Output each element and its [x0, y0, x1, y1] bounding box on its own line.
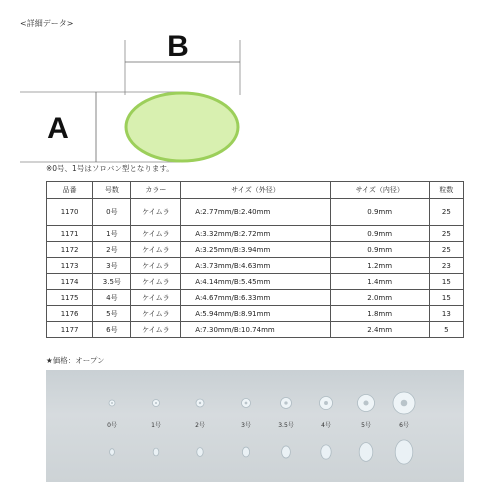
label-a: A: [47, 112, 69, 145]
bead-size-label: 6号: [399, 422, 409, 429]
bead-hole-7: [401, 400, 408, 407]
table-row: [47, 274, 464, 290]
table-row: [47, 258, 464, 274]
cell-color: ケイムラ: [131, 199, 181, 226]
spec-table-body: [47, 199, 464, 338]
cell-size-number: 6号: [93, 322, 131, 338]
bead-shape-ellipse: [126, 93, 238, 161]
cell-outer-size: A:5.94mm/B:8.91mm: [181, 306, 330, 322]
bead-size-label: 5号: [361, 422, 371, 429]
cell-inner-size: 0.9mm: [330, 226, 429, 242]
bead-side-0: [110, 449, 115, 456]
cell-outer-size: A:3.73mm/B:4.63mm: [181, 258, 330, 274]
bead-side-2: [197, 448, 203, 457]
table-row: [47, 322, 464, 338]
cell-inner-size: 2.0mm: [330, 290, 429, 306]
cell-count: 15: [429, 290, 463, 306]
header-color: カラー: [131, 182, 181, 199]
bead-side-7: [395, 440, 413, 464]
cell-color: ケイムラ: [131, 274, 181, 290]
cell-color: ケイムラ: [131, 242, 181, 258]
cell-inner-size: 0.9mm: [330, 242, 429, 258]
spec-table: [46, 181, 464, 338]
cell-product-number: 1174: [47, 274, 93, 290]
cell-product-number: 1176: [47, 306, 93, 322]
cell-color: ケイムラ: [131, 322, 181, 338]
beads-illustration: [46, 370, 464, 482]
bead-size-label: 0号: [107, 422, 117, 429]
shape-note: ※0号、1号はソロバン型となります。: [46, 164, 174, 173]
cell-size-number: 3.5号: [93, 274, 131, 290]
cell-product-number: 1173: [47, 258, 93, 274]
cell-outer-size: A:2.77mm/B:2.40mm: [181, 199, 330, 226]
cell-color: ケイムラ: [131, 290, 181, 306]
bead-hole-2: [199, 402, 201, 404]
cell-product-number: 1171: [47, 226, 93, 242]
cell-outer-size: A:3.32mm/B:2.72mm: [181, 226, 330, 242]
cell-count: 5: [429, 322, 463, 338]
bead-size-label: 3.5号: [278, 422, 294, 429]
cell-inner-size: 1.8mm: [330, 306, 429, 322]
bead-side-5: [321, 445, 331, 459]
cell-color: ケイムラ: [131, 306, 181, 322]
cell-inner-size: 0.9mm: [330, 199, 429, 226]
bead-hole-0: [111, 402, 113, 404]
table-row: [47, 199, 464, 226]
bead-hole-1: [155, 402, 157, 404]
cell-count: 25: [429, 199, 463, 226]
cell-outer-size: A:3.25mm/B:3.94mm: [181, 242, 330, 258]
cell-product-number: 1172: [47, 242, 93, 258]
table-header-row: [47, 182, 464, 199]
cell-inner-size: 1.4mm: [330, 274, 429, 290]
cell-product-number: 1177: [47, 322, 93, 338]
bead-size-label: 1号: [151, 422, 161, 429]
cell-size-number: 2号: [93, 242, 131, 258]
table-row: [47, 306, 464, 322]
cell-size-number: 0号: [93, 199, 131, 226]
label-b: B: [167, 30, 189, 63]
header-product-number: 品番: [47, 182, 93, 199]
bead-size-label: 2号: [195, 422, 205, 429]
cell-outer-size: A:4.67mm/B:6.33mm: [181, 290, 330, 306]
cell-count: 25: [429, 226, 463, 242]
bead-hole-4: [284, 401, 287, 404]
cell-outer-size: A:4.14mm/B:5.45mm: [181, 274, 330, 290]
cell-count: 15: [429, 274, 463, 290]
bead-side-3: [242, 447, 249, 457]
bead-size-label: 4号: [321, 422, 331, 429]
dimension-diagram: [0, 0, 500, 180]
cell-color: ケイムラ: [131, 258, 181, 274]
cell-inner-size: 1.2mm: [330, 258, 429, 274]
table-row: [47, 242, 464, 258]
product-photo: [46, 370, 464, 482]
header-size-number: 号数: [93, 182, 131, 199]
cell-size-number: 5号: [93, 306, 131, 322]
price-text: ★価格：オープン: [46, 356, 105, 365]
bead-size-label: 3号: [241, 422, 251, 429]
header-inner-size: サイズ（内径）: [330, 182, 429, 199]
cell-outer-size: A:7.30mm/B:10.74mm: [181, 322, 330, 338]
cell-color: ケイムラ: [131, 226, 181, 242]
section-title: <詳細データ>: [20, 19, 74, 28]
header-outer-size: サイズ（外径）: [181, 182, 330, 199]
cell-size-number: 4号: [93, 290, 131, 306]
cell-size-number: 1号: [93, 226, 131, 242]
table-row: [47, 226, 464, 242]
bead-side-4: [282, 446, 291, 458]
table-row: [47, 290, 464, 306]
cell-inner-size: 2.4mm: [330, 322, 429, 338]
cell-count: 25: [429, 242, 463, 258]
bead-hole-6: [363, 400, 368, 405]
bead-side-6: [359, 443, 373, 462]
bead-hole-5: [324, 401, 328, 405]
cell-size-number: 3号: [93, 258, 131, 274]
bead-hole-3: [245, 402, 248, 405]
bead-side-1: [153, 448, 159, 456]
cell-product-number: 1170: [47, 199, 93, 226]
cell-count: 13: [429, 306, 463, 322]
header-count: 粒数: [429, 182, 463, 199]
cell-count: 23: [429, 258, 463, 274]
cell-product-number: 1175: [47, 290, 93, 306]
